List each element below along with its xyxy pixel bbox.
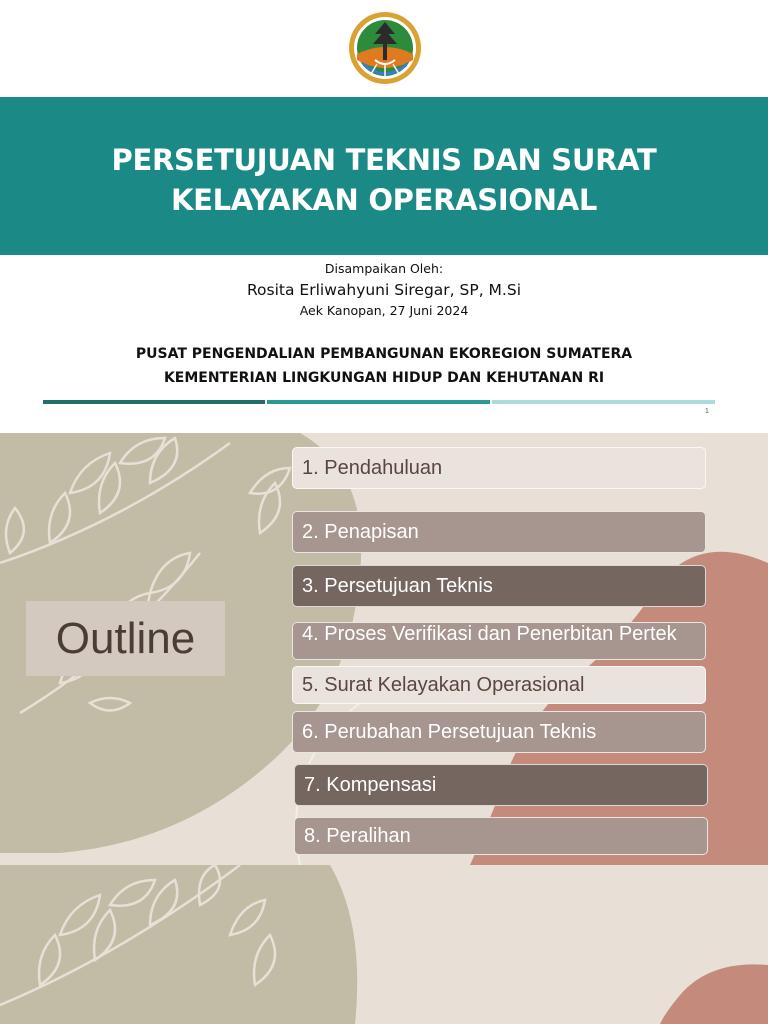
- sage-blob-shape-2: [0, 865, 357, 1024]
- outline-item-3: 3. Persetujuan Teknis: [292, 565, 706, 607]
- outline-item-5: 5. Surat Kelayakan Operasional: [292, 666, 706, 704]
- organization-line-1: PUSAT PENGENDALIAN PEMBANGUNAN EKOREGION SUMATERA: [135, 346, 633, 362]
- presenter-name: Rosita Erliwahyuni Siregar, SP, M.Si: [246, 281, 522, 299]
- outline-slide: [0, 433, 768, 865]
- divider-segment-dark: [43, 400, 265, 404]
- divider-segment-mid: [267, 400, 490, 404]
- page-number: 1: [705, 408, 709, 415]
- outline-item-2: 2. Penapisan: [292, 511, 706, 553]
- divider-segment-light: [492, 400, 715, 404]
- outline-item-6: 6. Perubahan Persetujuan Teknis: [292, 711, 706, 753]
- decorative-background-2: [0, 865, 768, 1024]
- rose-blob-shape-2: [660, 964, 768, 1024]
- outline-title: Outline: [55, 614, 196, 663]
- place-date: Aek Kanopan, 27 Juni 2024: [299, 303, 469, 318]
- presented-by-label: Disampaikan Oleh:: [324, 261, 444, 276]
- partial-next-slide: [0, 865, 768, 1024]
- outline-item-4: 4. Proses Verifikasi dan Penerbitan Pertek: [292, 622, 706, 660]
- slide-title-line-1: PERSETUJUAN TEKNIS DAN SURAT: [111, 143, 657, 177]
- slide-title: [0, 140, 768, 220]
- title-slide: [0, 0, 768, 433]
- outline-item-7: 7. Kompensasi: [294, 764, 708, 806]
- outline-item-1: 1. Pendahuluan: [292, 447, 706, 489]
- slide-title-line-2: KELAYAKAN OPERASIONAL: [170, 183, 598, 217]
- organization-line-2: KEMENTERIAN LINGKUNGAN HIDUP DAN KEHUTANAN RI: [163, 370, 605, 386]
- outline-item-8: 8. Peralihan: [294, 817, 708, 855]
- ministry-emblem-icon: [347, 10, 423, 86]
